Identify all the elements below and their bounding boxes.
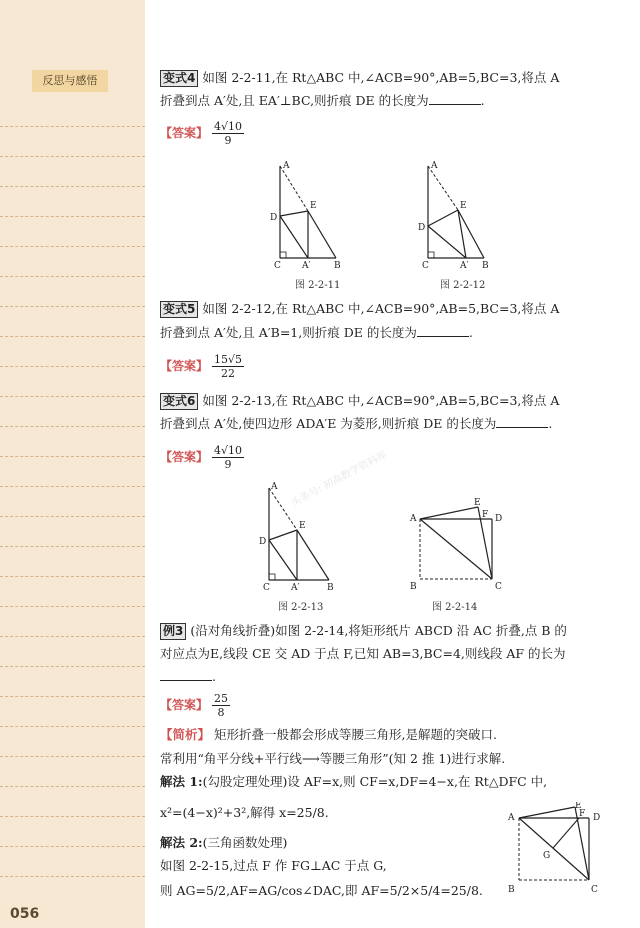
variant5-answer: [160, 353, 244, 380]
answer-blank: [160, 668, 212, 681]
note-line: [0, 456, 145, 457]
svg-text:A′: A′: [460, 261, 469, 271]
svg-text:A: A: [508, 813, 515, 823]
answer-blank: [496, 415, 548, 428]
variant6-line1: [160, 390, 559, 412]
svg-text:A: A: [271, 482, 278, 492]
period: .: [212, 669, 216, 684]
variant4-label: 变式4: [160, 70, 198, 87]
variant4-line1: [160, 67, 559, 89]
note-line: [0, 846, 145, 847]
note-line: [0, 816, 145, 817]
figure-2-2-11: [270, 158, 360, 273]
note-line: [0, 516, 145, 517]
note-line: [0, 396, 145, 397]
method2-line1: [160, 832, 287, 854]
figure-caption: 图 2-2-13: [278, 602, 324, 613]
watermark: 头条号: 初高数学资料库: [289, 449, 389, 510]
note-line: [0, 486, 145, 487]
note-line: [0, 426, 145, 427]
variant4-answer: [160, 120, 244, 147]
fraction-denominator: 22: [221, 367, 235, 380]
svg-text:E: E: [310, 201, 317, 211]
method2-title: 解法 2:: [160, 835, 203, 850]
analysis-label: 【简析】: [160, 727, 211, 742]
answer-fraction: [212, 120, 244, 147]
period: .: [480, 93, 485, 108]
svg-text:E: E: [575, 802, 582, 811]
method1-line2: x²=(4−x)²+3²,解得 x=25/8.: [160, 805, 329, 820]
variant5-line2: [160, 322, 473, 344]
variant5-text1: 如图 2-2-12,在 Rt△ABC 中,∠ACB=90°,AB=5,BC=3,将点 A: [202, 301, 560, 316]
method1-line1: [160, 771, 547, 793]
variant6-line2: [160, 413, 552, 435]
note-line: [0, 156, 145, 157]
figure-2-2-12: [418, 158, 508, 273]
answer-blank: [417, 324, 469, 337]
svg-text:D: D: [418, 223, 426, 233]
svg-text:A: A: [283, 161, 290, 171]
example3-line2: 对应点为E,线段 CE 交 AD 于点 F,已知 AB=3,BC=4,则线段 AF 的长为: [160, 646, 566, 661]
variant6-label: 变式6: [160, 393, 198, 410]
svg-text:D: D: [495, 514, 503, 524]
svg-text:D: D: [270, 213, 278, 223]
fraction-denominator: 8: [217, 706, 225, 719]
fraction-denominator: 9: [224, 458, 232, 471]
note-line: [0, 696, 145, 697]
method1-title: 解法 1:: [160, 774, 203, 789]
svg-text:A: A: [431, 161, 438, 171]
svg-text:A′: A′: [291, 583, 300, 593]
svg-text:A′: A′: [302, 261, 311, 271]
note-line: [0, 636, 145, 637]
page-number: 056: [10, 906, 40, 922]
note-line: [0, 576, 145, 577]
answer-label: 【答案】: [160, 698, 209, 712]
method2-line3: 则 AG=5/2,AF=AG/cos∠DAC,即 AF=5/2×5/4=25/8.: [160, 883, 483, 898]
variant6-text1: 如图 2-2-13,在 Rt△ABC 中,∠ACB=90°,AB=5,BC=3,将点 A: [202, 393, 560, 408]
answer-label: 【答案】: [160, 359, 209, 373]
note-line: [0, 216, 145, 217]
note-line: [0, 276, 145, 277]
svg-text:G: G: [543, 851, 551, 861]
example3-line1: [160, 620, 567, 642]
svg-text:E: E: [460, 201, 467, 211]
note-line: [0, 756, 145, 757]
fraction-numerator: 4√10: [214, 120, 243, 133]
note-line: [0, 666, 145, 667]
figure-2-2-15: [505, 802, 610, 896]
svg-text:E: E: [474, 498, 481, 508]
svg-text:B: B: [508, 885, 515, 895]
svg-text:B: B: [410, 582, 417, 592]
answer-fraction: [212, 353, 244, 380]
variant4-text1: 如图 2-2-11,在 Rt△ABC 中,∠ACB=90°,AB=5,BC=3,将点 A: [202, 70, 560, 85]
method2-line2: 如图 2-2-15,过点 F 作 FG⊥AC 于点 G,: [160, 858, 387, 873]
example3-answer: [160, 692, 230, 719]
note-line: [0, 186, 145, 187]
note-line: [0, 546, 145, 547]
svg-text:F: F: [482, 510, 489, 520]
fraction-numerator: 25: [214, 692, 228, 705]
fraction-numerator: 4√10: [214, 444, 243, 457]
variant5-line1: [160, 298, 559, 320]
note-line: [0, 246, 145, 247]
svg-text:C: C: [263, 583, 270, 593]
figure-caption: 图 2-2-11: [295, 280, 341, 291]
answer-fraction: [212, 692, 230, 719]
svg-text:C: C: [422, 261, 429, 271]
svg-text:C: C: [591, 885, 598, 895]
figure-caption: 图 2-2-14: [432, 602, 478, 613]
analysis-line2: 常利用“角平分线+平行线⟶等腰三角形”(知 2 推 1)进行求解.: [160, 751, 506, 766]
svg-text:B: B: [327, 583, 334, 593]
variant5-label: 变式5: [160, 301, 198, 318]
svg-text:D: D: [259, 537, 267, 547]
variant5-text2: 折叠到点 A′处,且 A′B=1,则折痕 DE 的长度为: [160, 325, 417, 340]
period: .: [468, 325, 473, 340]
answer-blank: [429, 92, 481, 105]
note-line: [0, 876, 145, 877]
variant6-answer: [160, 444, 244, 471]
analysis-text1: 矩形折叠一般都会形成等腰三角形,是解题的突破口.: [214, 727, 497, 742]
analysis-line1: [160, 724, 497, 746]
answer-label: 【答案】: [160, 450, 209, 464]
svg-text:F: F: [579, 809, 586, 819]
svg-text:B: B: [482, 261, 489, 271]
method2-text1: (三角函数处理): [202, 835, 288, 850]
svg-text:C: C: [274, 261, 281, 271]
variant6-text2: 折叠到点 A′处,使四边形 ADA′E 为菱形,则折痕 DE 的长度为: [160, 416, 497, 431]
note-line: [0, 336, 145, 337]
note-line: [0, 306, 145, 307]
answer-label: 【答案】: [160, 126, 209, 140]
svg-text:A: A: [410, 514, 417, 524]
svg-text:B: B: [334, 261, 341, 271]
answer-fraction: [212, 444, 244, 471]
figure-2-2-14: [408, 495, 508, 595]
example3-label: 例3: [160, 623, 186, 640]
variant4-text2: 折叠到点 A′处,且 EA′⊥BC,则折痕 DE 的长度为: [160, 93, 429, 108]
note-line: [0, 126, 145, 127]
svg-text:D: D: [593, 813, 601, 823]
reflection-tag: 反思与感悟: [32, 70, 108, 92]
example3-text1: (沿对角线折叠)如图 2-2-14,将矩形纸片 ABCD 沿 AC 折叠,点 B 的: [190, 623, 567, 638]
note-line: [0, 786, 145, 787]
fraction-denominator: 9: [224, 134, 232, 147]
notes-sidebar: [0, 0, 145, 928]
figure-2-2-13: [255, 480, 345, 595]
figure-caption: 图 2-2-12: [440, 280, 486, 291]
svg-text:E: E: [299, 521, 306, 531]
note-line: [0, 606, 145, 607]
method1-text1: (勾股定理处理)设 AF=x,则 CF=x,DF=4−x,在 Rt△DFC 中,: [202, 774, 548, 789]
note-line: [0, 366, 145, 367]
fraction-numerator: 15√5: [214, 353, 243, 366]
note-line: [0, 726, 145, 727]
variant4-line2: [160, 90, 485, 112]
svg-text:C: C: [495, 582, 502, 592]
example3-line3: [160, 666, 216, 688]
period: .: [548, 416, 553, 431]
